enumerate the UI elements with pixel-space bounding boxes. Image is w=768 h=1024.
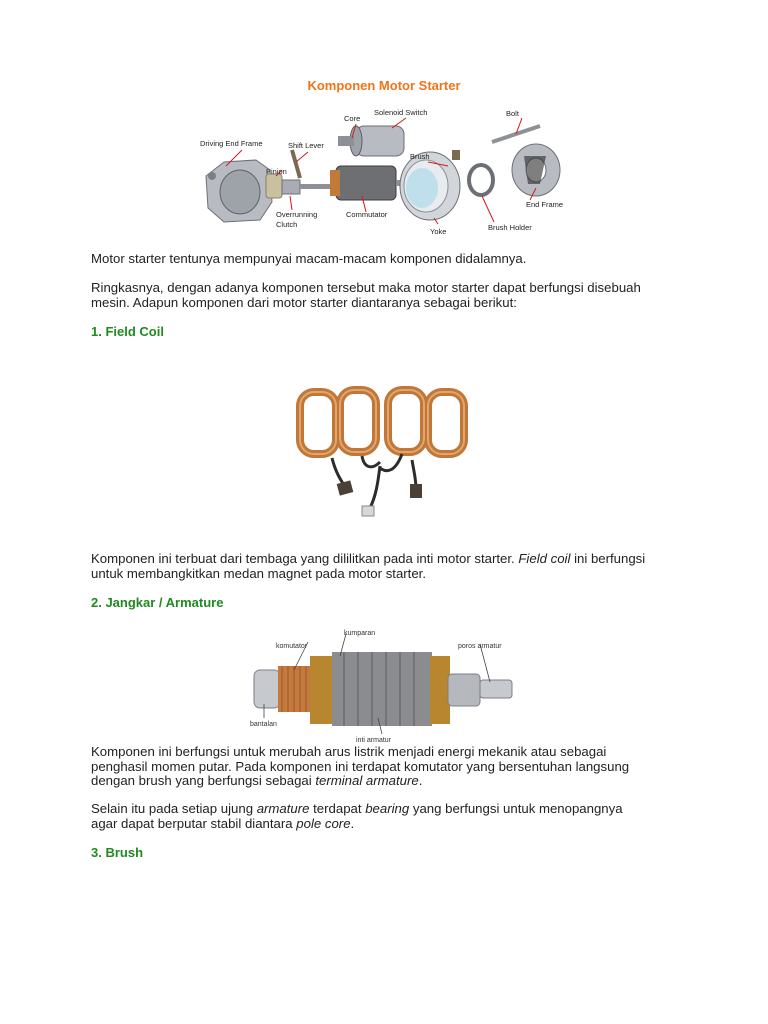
italic-term: Field coil [518,551,571,566]
label-core: Core [344,114,361,123]
driving-end-frame-part [206,160,272,222]
heading-armature: 2. Jangkar / Armature [91,595,224,610]
armature-paragraph-2 [91,802,691,831]
label-driving-end-frame: Driving End Frame [200,139,263,148]
armature-p1-line-3 [91,774,691,789]
label-brush-holder: Brush Holder [488,223,532,232]
armature-p2-line-2 [91,817,691,832]
text-run: . [418,773,423,788]
field-coil-line-1 [91,552,691,567]
text-run: dengan brush yang berfungsi sebagai [91,773,316,788]
label-shift-lever: Shift Lever [288,141,324,150]
label-overrunning-clutch-2: Clutch [276,220,298,229]
label-end-frame: End Frame [526,200,564,209]
italic-term: terminal armature [315,773,419,788]
label-pinion: Pinion [266,167,287,176]
armature-part [330,166,410,200]
summary-paragraph [91,281,691,310]
italic-term: armature [256,801,310,816]
shift-lever-part [292,150,300,178]
pinion-clutch-part [266,174,340,198]
italic-term: bearing [365,801,410,816]
label-overrunning-clutch: Overrunning [276,210,318,219]
text-run: Komponen ini terbuat dari tembaga yang dililitkan pada inti motor starter. [91,551,519,566]
heading-brush: 3. Brush [91,845,144,860]
italic-term: pole core [296,815,351,831]
field-coil-line-2: untuk membangkitkan medan magnet pada motor starter. [91,565,426,581]
label-commutator: Commutator [346,210,388,219]
summary-line-1: Ringkasnya, dengan adanya komponen tersebut maka motor starter dapat berfungsi disebuah [91,280,641,295]
text-run: . [350,815,355,831]
text-run: Selain itu pada setiap ujung [91,801,257,816]
text-run: agar dapat berputar stabil diantara [91,815,297,831]
label-komutator: komutator [276,643,308,650]
label-inti-armatur: inti armatur [356,737,392,744]
text-run: yang berfungsi untuk menopangnya [409,801,623,816]
text-run: ini berfungsi [570,551,646,566]
armature-p2-line-1 [91,802,691,817]
heading-field-coil: 1. Field Coil [91,324,164,339]
armature-p1-line-1: Komponen ini berfungsi untuk merubah arus listrik menjadi energi mekanik atau sebagai [91,744,607,759]
label-yoke: Yoke [430,227,447,236]
armature-image [248,626,520,744]
page-title: Komponen Motor Starter [307,78,461,93]
armature-paragraph-1 [91,745,691,789]
summary-line-2: mesin. Adapun komponen dari motor starter diantaranya sebagai berikut: [91,294,517,310]
label-brush: Brush [410,152,430,161]
field-coil-image [292,378,478,526]
field-coil-paragraph [91,552,691,581]
text-run: terdapat [309,801,366,816]
label-solenoid-switch: Solenoid Switch [374,108,428,117]
label-bantalan: bantalan [250,721,277,728]
label-kumparan: kumparan [344,630,376,637]
label-bolt: Bolt [506,109,519,118]
label-poros-armatur: poros armatur [458,643,502,650]
armature-p1-line-2: penghasil momen putar. Pada komponen ini terdapat komutator yang bersentuhan langsung [91,758,630,774]
intro-paragraph: Motor starter tentunya mempunyai macam-macam komponen didalamnya. [91,251,527,266]
solenoid-switch-part [338,126,404,156]
starter-motor-exploded-diagram [196,104,574,244]
